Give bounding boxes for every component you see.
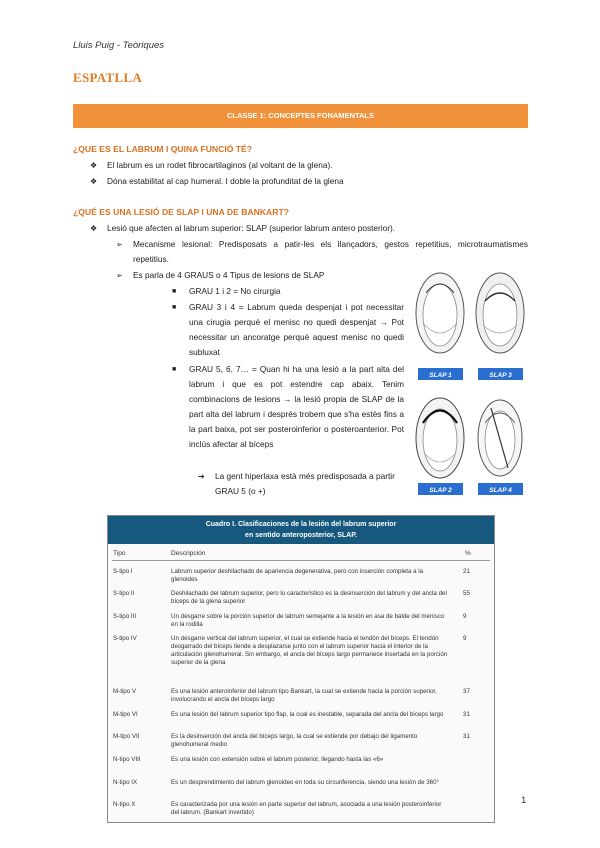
question-slap-heading: ¿QUÉ ES UNA LESIÓ DE SLAP I UNA DE BANKART? [73,207,289,217]
grade-item: ■ GRAU 3 i 4 = Labrum queda despenjat i pot necessitar una cirugia perquè el menisc no quedi despenjat → Pot necessitar un ancoratge perquè aquest menisc no quedi subluxat [172,302,404,357]
column-header-pct: % [465,550,471,557]
cell-pct: 31 [463,733,470,740]
cell-pct: 55 [463,590,470,597]
caption-slap-2: SLAP 2 [429,487,452,494]
caption-slap-1: SLAP 1 [429,372,452,379]
cell-desc: Labrum superior deshilachado de apariencia degenerativa, pero con inserción completa a la glenoides [171,568,424,583]
running-header: Lluis Puig - Teòriques [73,40,165,51]
cell-pct: 21 [463,568,470,575]
cell-desc: Es una lesión del labrum superior tipo flap, la cual es inestable, separada del ancla del bíceps largo [171,711,444,718]
cell-tipo: M-tipo VI [113,711,138,718]
cell-desc: Es un desprendimiento del labrum glenoideo en toda su circunferencia, siendo una lesión de 360° [171,779,440,786]
cell-tipo: N-tipo X [113,801,136,808]
doc-title: ESPATLLA [73,70,143,85]
square-bullet-icon: ■ [172,366,177,373]
arrowhead-bullet-icon: ➢ [116,271,123,280]
diamond-bullet-icon: ❖ [90,224,98,233]
note-item: ➔ La gent hiperlaxa està més predisposada a partir GRAU 5 (o +) [198,471,395,496]
column-header-tipo: Tipo [113,550,126,557]
square-bullet-icon: ■ [172,304,177,311]
slap-4-illustration [478,400,522,476]
cell-tipo: M-tipo V [113,688,137,695]
question-labrum-heading: ¿QUE ES EL LABRUM I QUINA FUNCIÓ TÉ? [73,144,253,154]
grade-item: ■ GRAU 1 i 2 = No cirurgia [172,284,404,299]
arrowhead-bullet-icon: ➢ [116,240,123,249]
table-title-line: Cuadro I. Clasificaciones de la lesión del labrum superior [205,521,397,528]
diamond-bullet-icon: ❖ [90,177,98,186]
caption-slap-3: SLAP 3 [489,372,512,379]
cell-pct: 9 [463,635,467,642]
cell-pct: 31 [463,711,470,718]
cell-tipo: S-tipo II [113,590,135,597]
list-item: ❖ Dóna estabilitat al cap humeral. I doble la profunditat de la glena [90,174,530,189]
grade-item: ■ GRAU 5, 6, 7… = Quan hi ha una lesió a la part alta del labrum i que es pot estendre cap abaix. Tenim combinacions de lesions → la lesió propia de SLAP de la part alta del labrum i després trobem que s'ha estès fins a la part baixa, pot ser posteroinferior o posteroanterior. Pot incl‍ús afectar al bíceps [172,364,404,449]
column-header-descripcion: Descripción [171,550,206,557]
caption-slap-4: SLAP 4 [489,487,512,494]
list-item-grades-intro: ➢ Es parla de 4 GRAUS o 4 Tipus de lesions de SLAP [116,268,406,283]
cell-desc: Un desgarre sobre la porción superior de labrum semejante a la lesión en asa de balde del menisco en la rodilla [171,613,445,628]
cell-desc: Deshilachado del labrum superior, pero lo característico es la desinserción del labrum y del ancla del bíceps de la glena superior [171,590,447,605]
header-divider [112,560,490,561]
slap-2-illustration [416,398,464,478]
slap-1-illustration [416,273,464,353]
square-bullet-icon: ■ [172,288,177,295]
table-title [108,516,494,544]
cell-desc: Es la desinserción del ancla del bíceps largo, la cual se extiende por debajo del ligamento glenohumeral medio [171,733,418,748]
slap-3-illustration [476,273,524,353]
cell-tipo: M-tipo VII [113,733,140,740]
cell-tipo: N-tipo VIII [113,756,141,763]
cell-tipo: S-tipo IV [113,635,137,642]
cell-desc: Es caracterizada por una lesión en parte superior del labrum, asociada a una lesión posteroinferior del labrum. (Bankart invertido) [171,801,442,816]
table-title-line: en sentido anteroposterior, SLAP. [245,532,357,539]
cell-pct: 37 [463,688,470,695]
section-bar: CLASSE 1: CONCEPTES FONAMENTALS [73,104,528,128]
cell-tipo: S-tipo III [113,613,137,620]
slap-classification-table [107,515,495,823]
cell-tipo: S-tipo I [113,568,133,575]
list-item-mechanism: ➢ Mecanisme lesional: Predisposats a patir-les els llançadors, gestos repetitius, microtraumatismes repetitius. [116,239,528,264]
cell-desc: Es una lesión anteroinferior del labrum tipo Bankart, la cual se extiende hacia la porción superior, involucrando el ancla del bíceps largo [171,688,437,703]
page-number: 1 [521,795,527,806]
cell-desc: Es una lesión con extensión sobre el labrum posterior, llegando hasta las «6» [171,756,384,763]
list-item: ❖ El labrum es un rodet fibrocartilaginos (al voltant de la glena). [90,158,530,173]
cell-tipo: N-tipo IX [113,779,138,786]
slap-figure [413,263,528,501]
list-item: ❖ Lesió que afecten al labrum superior: SLAP (superior labrum antero posterior). [90,221,530,236]
cell-desc: Un desgarre vertical del labrum superior, el cual se extiende hacia el tendón del bíceps. El tendón desgarrado del bíceps tiende a desplazarse junto con el labrum superior hacia el interior de la articulación glenohumeral. Sin embargo, el ancla del bíceps largo permanece insertada en la porción superior de la glena [171,635,448,666]
cell-pct: 9 [463,613,467,620]
diamond-bullet-icon: ❖ [90,161,98,170]
arrow-bullet-icon: ➔ [198,472,205,481]
